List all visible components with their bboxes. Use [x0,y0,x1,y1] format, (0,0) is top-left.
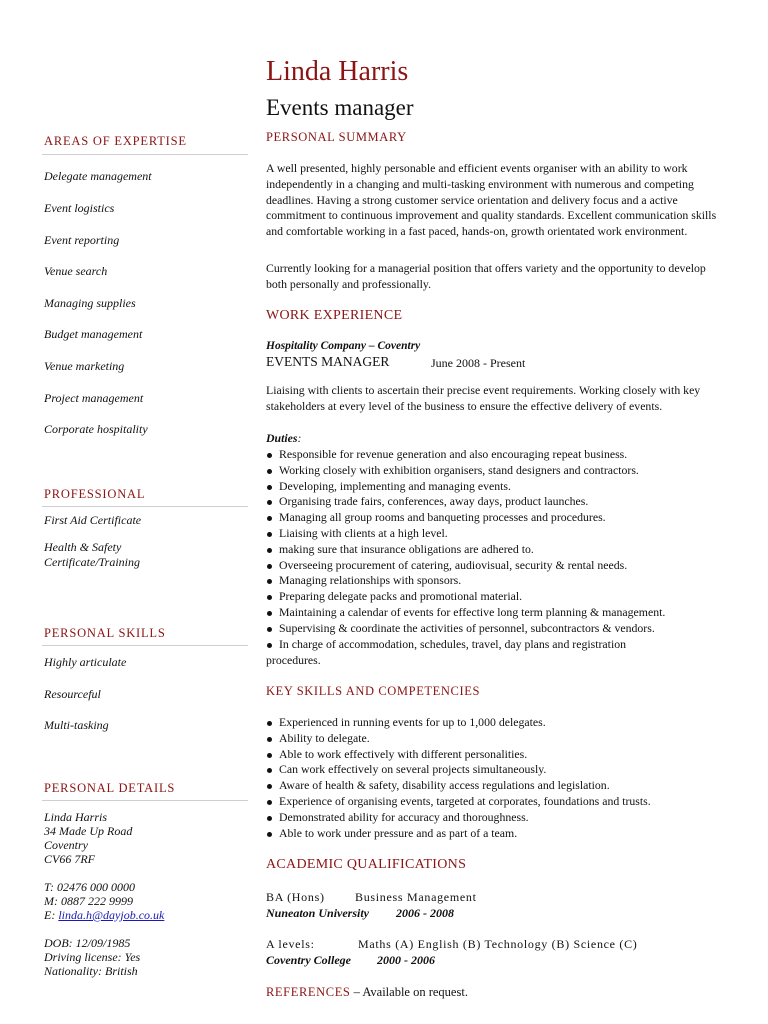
university: Nuneaton University [266,906,370,920]
professional-heading: PROFESSIONAL [44,487,146,501]
job-dates: June 2008 - Present [431,356,526,370]
key-skills-list [266,715,736,841]
references-dash: – [350,985,363,999]
candidate-role: Events manager [266,95,414,120]
expertise-item: Project management [44,391,144,405]
skill-item: Multi-tasking [44,718,109,732]
duty-item: In charge of accommodation, schedules, travel, day plans and registration [266,637,736,653]
college-years: 2000 - 2006 [377,953,435,967]
duty-item: Overseeing procurement of catering, audiovisual, security & rental needs. [266,558,736,574]
duty-item: Supervising & coordinate the activities of personnel, subcontractors & vendors. [266,621,736,637]
expertise-heading: AREAS OF EXPERTISE [44,134,187,148]
address-line: CV66 7RF [44,852,95,866]
key-skill-item: Able to work effectively with different personalities. [266,747,736,763]
references-row [266,985,468,1000]
expertise-item: Venue marketing [44,359,125,373]
skill-item: Highly articulate [44,655,127,669]
driving-license: Driving license: Yes [44,950,141,964]
expertise-item: Managing supplies [44,296,136,310]
duty-item: Organising trade fairs, conferences, away days, product launches. [266,494,736,510]
professional-item: Health & Safety [44,540,122,554]
expertise-item: Corporate hospitality [44,422,148,436]
references-heading: REFERENCES [266,985,351,999]
professional-item: Certificate/Training [44,555,141,569]
email-row [44,908,164,922]
summary-objective: Currently looking for a managerial position that offers variety and the opportunity to develop both personally and professionally. [266,261,706,291]
address-line: Linda Harris [44,810,108,824]
duties-label: Duties [266,431,298,445]
company: Hospitality Company – Coventry [266,340,421,352]
phone-t: T: 02476 000 0000 [44,880,136,894]
details-heading: PERSONAL DETAILS [44,781,176,795]
duty-item: Responsible for revenue generation and also encouraging repeat business. [266,447,736,463]
alevels-grades: Maths (A) English (B) Technology (B) Science (C) [358,937,638,951]
divider [42,154,248,155]
duties-colon: : [297,431,302,445]
duty-item: Managing all group rooms and banqueting processes and procedures. [266,510,736,526]
address-line: Coventry [44,838,88,852]
skills-heading: PERSONAL SKILLS [44,626,166,640]
key-skills-heading: KEY SKILLS AND COMPETENCIES [266,684,481,698]
duty-item: Developing, implementing and managing events. [266,479,736,495]
expertise-item: Budget management [44,327,143,341]
duty-item: making sure that insurance obligations are adhered to. [266,542,736,558]
key-skill-item: Demonstrated ability for accuracy and thoroughness. [266,810,736,826]
divider [42,800,248,801]
skill-item: Resourceful [44,687,101,701]
candidate-name: Linda Harris [266,56,409,87]
email-label: E: [44,908,59,922]
duties-label-row [266,431,301,446]
key-skill-item: Experienced in running events for up to 1,000 delegates. [266,715,736,731]
job-intro: Liaising with clients to ascertain their precise event requirements. Working closely with key stakeholders at every level of the business to ensure the effective delivery of events. [266,383,701,413]
dob: DOB: 12/09/1985 [44,936,131,950]
address-line: 34 Made Up Road [44,824,133,838]
nationality: Nationality: British [44,964,138,978]
duties-list [266,447,736,652]
academic-heading: ACADEMIC QUALIFICATIONS [266,857,467,872]
job-title: EVENTS MANAGER [266,354,390,369]
key-skill-item: Experience of organising events, targeted at corporates, foundations and trusts. [266,794,736,810]
expertise-item: Venue search [44,264,108,278]
college: Coventry College [266,953,351,967]
university-years: 2006 - 2008 [396,906,454,920]
expertise-item: Event logistics [44,201,115,215]
alevels-label: A levels: [266,937,315,951]
key-skill-item: Able to work under pressure and as part of a team. [266,826,736,842]
summary-paragraph: A well presented, highly personable and efficient events organiser with an ability to work independently in a changing and multi-tasking environment with numerous and competing deadlines. Having a strong customer service orientation and delivery focus and a active commitment to continuous improvement and quality standards. Excellent communication skills and comfortable working in a fast paced, hands-on, growth orientated work environment. [266,161,717,239]
references-text: Available on request. [362,985,468,999]
experience-heading: WORK EXPERIENCE [266,308,403,323]
degree-subject: Business Management [355,890,477,904]
duty-item-continuation: procedures. [266,653,321,667]
key-skill-item: Can work effectively on several projects simultaneously. [266,762,736,778]
summary-heading: PERSONAL SUMMARY [266,130,407,144]
duty-item: Liaising with clients at a high level. [266,526,736,542]
key-skill-item: Aware of health & safety, disability access regulations and legislation. [266,778,736,794]
duty-item: Managing relationships with sponsors. [266,573,736,589]
email-link[interactable]: linda.h@dayjob.co.uk [58,908,165,922]
key-skill-item: Ability to delegate. [266,731,736,747]
divider [42,645,248,646]
duty-item: Preparing delegate packs and promotional material. [266,589,736,605]
phone-m: M: 0887 222 9999 [44,894,133,908]
duty-item: Working closely with exhibition organisers, stand designers and contractors. [266,463,736,479]
divider [42,506,248,507]
duty-item: Maintaining a calendar of events for effective long term planning & management. [266,605,736,621]
expertise-item: Delegate management [44,169,152,183]
expertise-item: Event reporting [44,233,120,247]
professional-item: First Aid Certificate [44,513,142,527]
degree: BA (Hons) [266,890,325,904]
